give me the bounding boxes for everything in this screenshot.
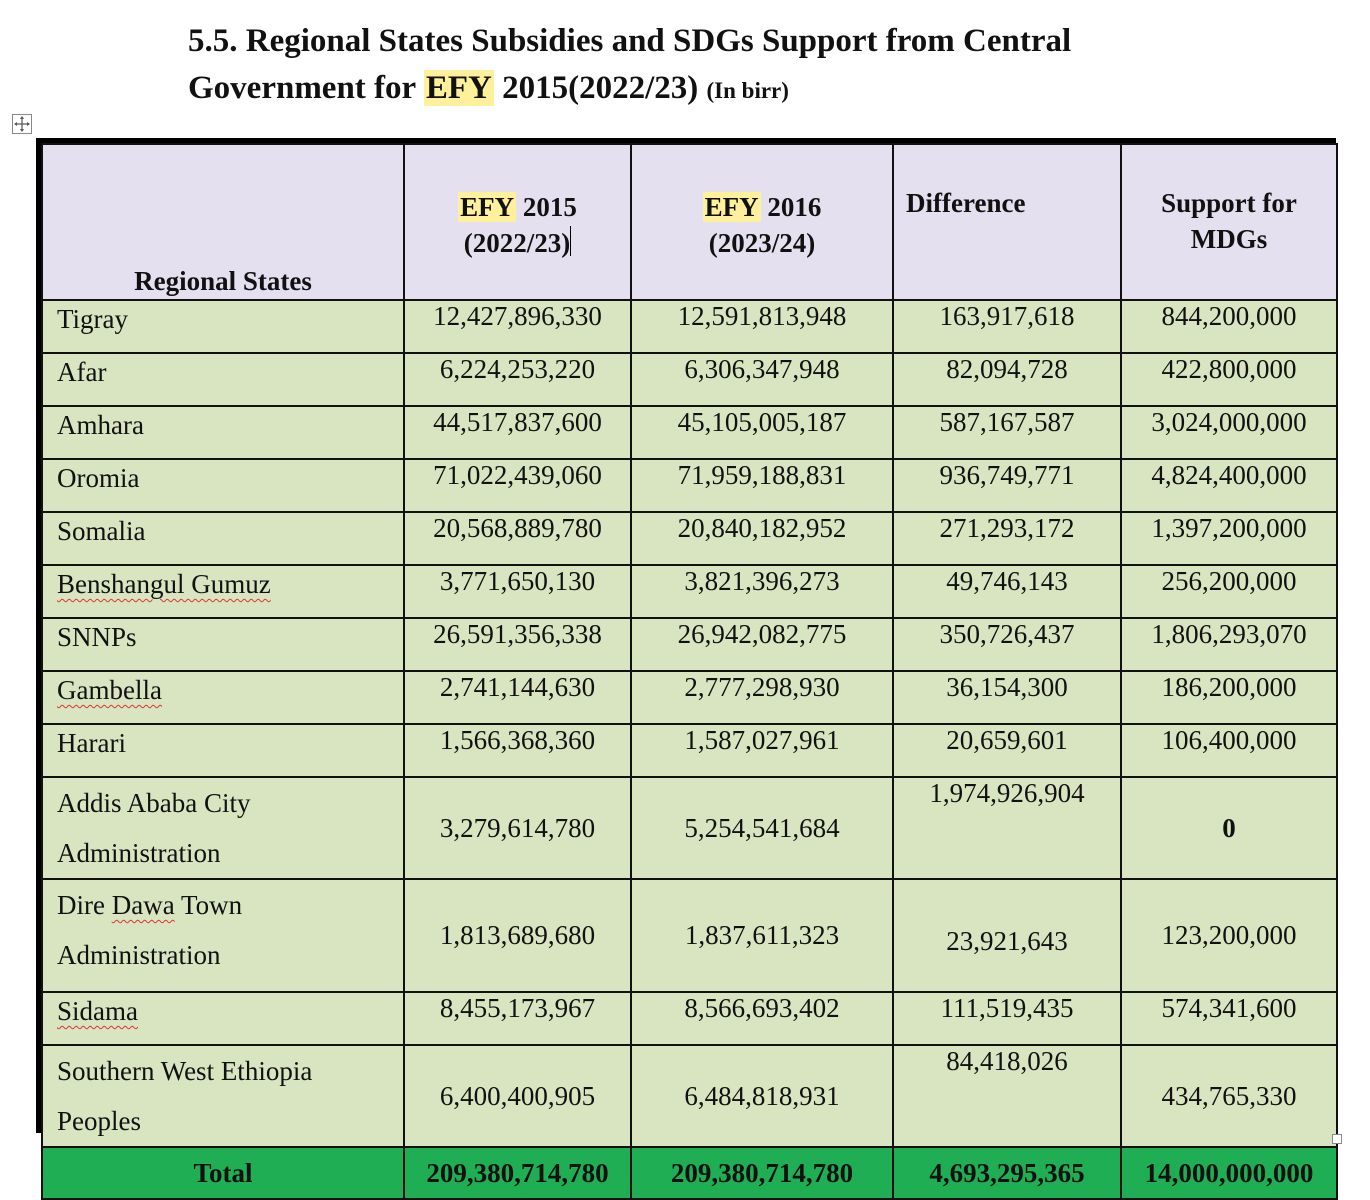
cell-difference: 163,917,618 [893,300,1121,353]
total-label: Total [42,1147,404,1199]
cell-difference: 111,519,435 [893,992,1121,1045]
header-support-mdgs [1121,144,1337,300]
row-name-line-2: Administration [57,940,221,970]
cell-efy2015: 44,517,837,600 [404,406,631,459]
cell-difference: 271,293,172 [893,512,1121,565]
table-row [42,671,1337,724]
header-mdg-line-1: Support for [1161,188,1297,218]
cell-mdg: 106,400,000 [1121,724,1337,777]
cell-difference: 36,154,300 [893,671,1121,724]
row-name-line-2: Peoples [57,1106,141,1136]
cell-difference: 84,418,026 [893,1045,1121,1147]
table-row [42,406,1337,459]
cell-efy2015: 6,400,400,905 [404,1045,631,1147]
row-name: Tigray [42,300,404,353]
cell-efy2016: 71,959,188,831 [631,459,893,512]
cell-efy2016: 6,484,818,931 [631,1045,893,1147]
cell-mdg: 434,765,330 [1121,1045,1337,1147]
table-total-row [42,1147,1337,1199]
header-efy-2016-year: 2016 [760,192,822,222]
total-mdg: 14,000,000,000 [1121,1147,1337,1199]
table-header-row [42,144,1337,300]
cell-efy2015: 6,224,253,220 [404,353,631,406]
table-row [42,724,1337,777]
cell-mdg: 574,341,600 [1121,992,1337,1045]
cell-efy2015: 2,741,144,630 [404,671,631,724]
title-line-2 [188,65,1288,114]
row-name [42,565,404,618]
header-regional-states: Regional States [42,144,404,300]
title-prefix: Government for [188,70,424,106]
cell-efy2015: 3,771,650,130 [404,565,631,618]
cell-difference: 1,974,926,904 [893,777,1121,879]
cell-difference: 936,749,771 [893,459,1121,512]
header-mdg-line-2: MDGs [1190,224,1268,254]
row-name [42,777,404,879]
row-name: Afar [42,353,404,406]
text-cursor [570,226,571,256]
cell-efy2016: 8,566,693,402 [631,992,893,1045]
header-efy-2015-highlight: EFY [460,192,515,222]
row-name: Harari [42,724,404,777]
cell-efy2016: 6,306,347,948 [631,353,893,406]
cell-efy2015: 71,022,439,060 [404,459,631,512]
cell-efy2016: 26,942,082,775 [631,618,893,671]
cell-efy2016: 3,821,396,273 [631,565,893,618]
header-efy-2016-gregorian: (2023/24) [708,228,816,258]
table-row [42,353,1337,406]
title-unit: (In birr) [706,78,789,103]
total-difference: 4,693,295,365 [893,1147,1121,1199]
table-row [42,992,1337,1045]
row-name-line-1: Addis Ababa City [57,788,251,818]
cell-mdg: 1,806,293,070 [1121,618,1337,671]
subsidies-table [36,138,1336,1188]
row-name [42,992,404,1045]
row-name-line-2: Administration [57,838,221,868]
header-difference: Difference [893,144,1121,300]
cell-efy2016: 2,777,298,930 [631,671,893,724]
header-efy-2015-gregorian: (2022/23) [463,228,571,258]
title-line-1: 5.5. Regional States Subsidies and SDGs Support from Central [188,23,1072,59]
cell-efy2016: 1,837,611,323 [631,879,893,992]
table-row [42,618,1337,671]
table-row [42,512,1337,565]
cell-efy2015: 26,591,356,338 [404,618,631,671]
row-name-line-1: Dire Dawa Town [57,890,243,920]
cell-mdg: 123,200,000 [1121,879,1337,992]
cell-mdg: 186,200,000 [1121,671,1337,724]
row-name-spellcheck: Benshangul Gumuz [57,569,271,599]
row-name: Somalia [42,512,404,565]
cell-efy2015: 20,568,889,780 [404,512,631,565]
title-suffix: 2015(2022/23) [493,70,707,106]
row-name-spellcheck: Sidama [57,996,138,1026]
cell-efy2015: 8,455,173,967 [404,992,631,1045]
row-name [42,879,404,992]
cell-efy2016: 20,840,182,952 [631,512,893,565]
row-name [42,1045,404,1147]
cell-mdg: 3,024,000,000 [1121,406,1337,459]
cell-efy2015: 1,813,689,680 [404,879,631,992]
row-name-line-1: Southern West Ethiopia [57,1056,313,1086]
document-title [188,18,1288,114]
row-name-spellcheck: Dawa [111,890,175,920]
cell-mdg: 844,200,000 [1121,300,1337,353]
table-resize-handle[interactable] [1332,1134,1342,1144]
table-row [42,565,1337,618]
cell-mdg: 0 [1121,777,1337,879]
cell-mdg: 256,200,000 [1121,565,1337,618]
cell-efy2016: 5,254,541,684 [631,777,893,879]
total-efy2016: 209,380,714,780 [631,1147,893,1199]
table-row [42,459,1337,512]
cell-difference: 587,167,587 [893,406,1121,459]
cell-difference: 23,921,643 [893,879,1121,992]
table-move-handle-icon[interactable] [12,114,32,134]
table-row [42,300,1337,353]
cell-difference: 350,726,437 [893,618,1121,671]
cell-mdg: 1,397,200,000 [1121,512,1337,565]
cell-difference: 82,094,728 [893,353,1121,406]
cell-efy2015: 3,279,614,780 [404,777,631,879]
header-efy-2016-highlight: EFY [704,192,759,222]
table-row [42,777,1337,879]
cell-efy2016: 12,591,813,948 [631,300,893,353]
cell-efy2015: 12,427,896,330 [404,300,631,353]
cell-efy2016: 45,105,005,187 [631,406,893,459]
header-efy-2015-year: 2015 [516,192,577,222]
cell-efy2016: 1,587,027,961 [631,724,893,777]
header-efy-2015 [404,144,631,300]
cell-mdg: 422,800,000 [1121,353,1337,406]
cell-difference: 49,746,143 [893,565,1121,618]
cell-efy2015: 1,566,368,360 [404,724,631,777]
cell-mdg: 4,824,400,000 [1121,459,1337,512]
row-name: Oromia [42,459,404,512]
row-name: SNNPs [42,618,404,671]
title-highlight-efy: EFY [425,70,492,106]
table-row [42,879,1337,992]
header-efy-2016 [631,144,893,300]
row-name [42,671,404,724]
row-name: Amhara [42,406,404,459]
row-name-spellcheck: Gambella [57,675,162,705]
total-efy2015: 209,380,714,780 [404,1147,631,1199]
cell-difference: 20,659,601 [893,724,1121,777]
table-row [42,1045,1337,1147]
